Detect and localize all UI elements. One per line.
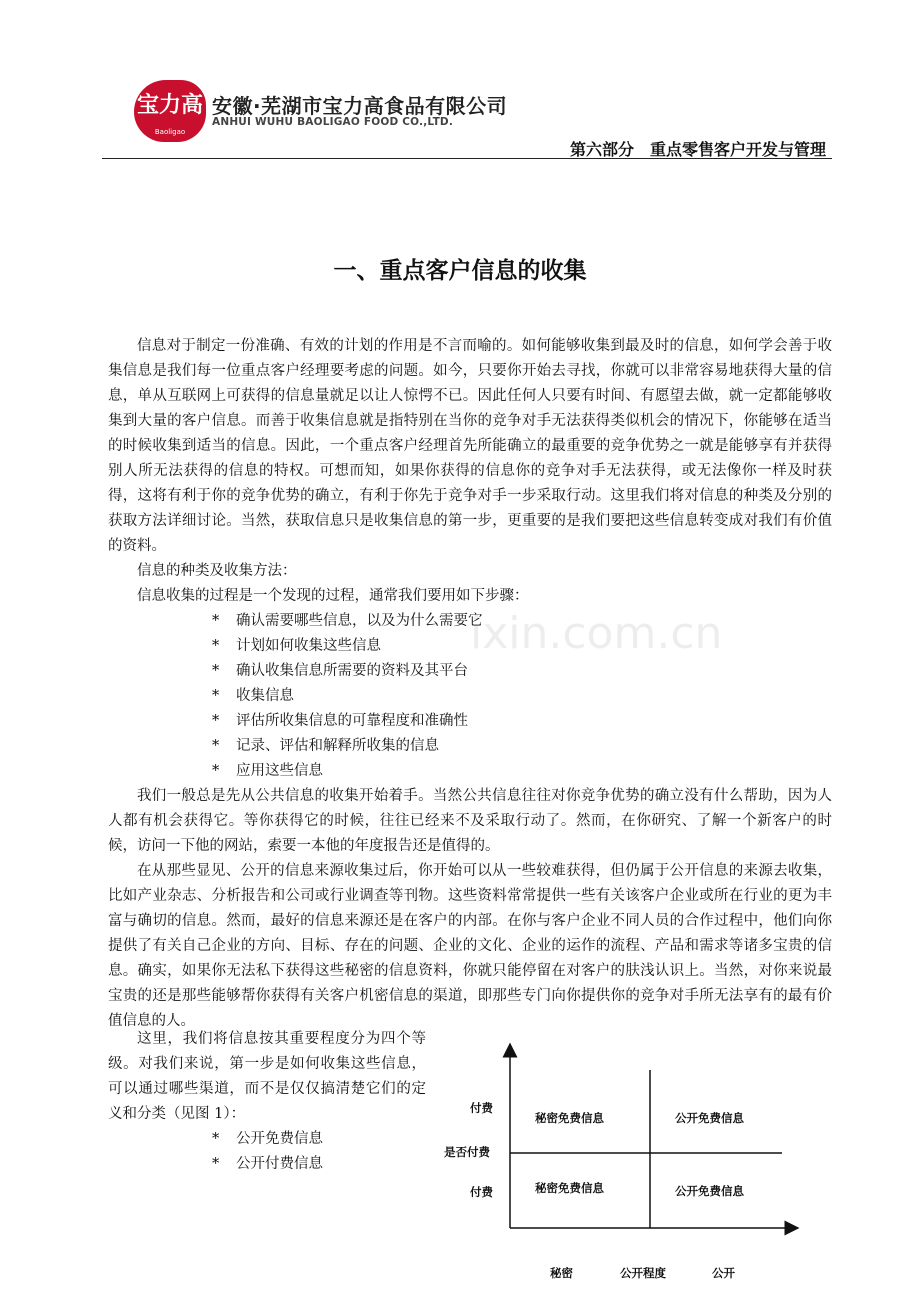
info-types-list [108, 1127, 426, 1177]
list-item: * 记录、评估和解释所收集的信息 [212, 734, 832, 759]
quadrant-bottom-right: 公开免费信息 [675, 1184, 744, 1198]
paragraph-levels: 这里，我们将信息按其重要程度分为四个等级。对我们来说，第一步是如何收集这些信息，可以通过哪些渠道，而不是仅仅搞清楚它们的定义和分类（见图 1）： [108, 1031, 426, 1122]
info-levels-text [108, 1027, 426, 1177]
bullet-star: * [212, 1131, 220, 1147]
y-label-top: 付费 [470, 1101, 493, 1115]
list-item: * 计划如何收集这些信息 [212, 634, 832, 659]
document-body [108, 334, 832, 1034]
bullet-star: * [212, 613, 220, 629]
company-logo [134, 76, 508, 146]
list-item: * 确认需要哪些信息，以及为什么需要它 [212, 609, 832, 634]
list-item: * 评估所收集信息的可靠程度和准确性 [212, 709, 832, 734]
bullet-star: * [212, 763, 220, 779]
list-item: * 应用这些信息 [212, 759, 832, 784]
bullet-star: * [212, 688, 220, 704]
paragraph-steps-intro: 信息收集的过程是一个发现的过程，通常我们要用如下步骤： [137, 588, 529, 604]
paragraph-types-heading: 信息的种类及收集方法： [137, 563, 297, 579]
bullet-star: * [212, 738, 220, 754]
logo-badge-sub: Baoligao [154, 128, 186, 136]
bullet-star: * [212, 713, 220, 729]
quadrant-top-left: 秘密免费信息 [535, 1111, 604, 1125]
paragraph-intro: 信息对于制定一份准确、有效的计划的作用是不言而喻的。如何能够收集到最及时的信息，如何学会善于收集信息是我们每一位重点客户经理要考虑的问题。如今，只要你开始去寻找，你就可以非常容易地获得大量的信息，单从互联网上可获得的信息量就足以让人惊愕不已。因此任何人只要有时间、有愿望去做，就一定都能够收集到大量的客户信息。而善于收集信息就是指特别在当你的竞争对手无法获得类似机会的情况下，你能够在适当的时候收集到适当的信息。因此，一个重点客户经理首先所能确立的最重要的竞争优势之一就是能够享有并获得别人所无法获得的信息的特权。可想而知，如果你获得的信息你的竞争对手无法获得，或无法像你一样及时获得，这将有利于你的竞争优势的确立，有利于你先于竞争对手一步采取行动。这里我们将对信息的种类及分别的获取方法详细讨论。当然，获取信息只是收集信息的第一步，更重要的是我们要把这些信息转变成对我们有价值的资料。 [108, 338, 832, 554]
x-label-left: 秘密 [550, 1266, 573, 1280]
y-label-bottom: 付费 [470, 1185, 493, 1199]
list-item: * 公开免费信息 [212, 1127, 426, 1152]
x-label-right: 公开 [712, 1266, 735, 1280]
paragraph-public-info: 我们一般总是先从公共信息的收集开始着手。当然公共信息往往对你竞争优势的确立没有什么帮助，因为人人都有机会获得它。等你获得它的时候，往往已经来不及采取行动了。然而，在你研究、了解一个新客户的时候，访问一下他的网站，索要一本他的年度报告还是值得的。 [108, 788, 832, 854]
company-name-cn: 安徽·芜湖市宝力高食品有限公司 [212, 94, 508, 118]
list-item: * 公开付费信息 [212, 1152, 426, 1177]
list-item: * 收集信息 [212, 684, 832, 709]
quadrant-bottom-left: 秘密免费信息 [535, 1181, 604, 1195]
quadrant-top-right: 公开免费信息 [675, 1111, 744, 1125]
bullet-star: * [212, 1156, 220, 1172]
logo-badge [134, 80, 206, 142]
watermark: ixin.com.cn [470, 608, 723, 659]
list-item: * 确认收集信息所需要的资料及其平台 [212, 659, 832, 684]
x-label-mid: 公开程度 [620, 1266, 666, 1280]
section-title: 一、重点客户信息的收集 [333, 258, 587, 284]
bullet-star: * [212, 638, 220, 654]
bullet-star: * [212, 663, 220, 679]
company-name-en: ANHUI WUHU BAOLIGAO FOOD CO.,LTD. [212, 116, 454, 128]
info-matrix-diagram [440, 1042, 800, 1292]
steps-list [108, 609, 832, 784]
header-title: 第六部分 重点零售客户开发与管理 [569, 140, 826, 159]
y-label-mid: 是否付费 [444, 1145, 490, 1159]
logo-badge-text: 宝力高 [136, 93, 203, 118]
paragraph-sources: 在从那些显见、公开的信息来源收集过后，你开始可以从一些较难获得，但仍属于公开信息的来源去收集，比如产业杂志、分析报告和公司或行业调查等刊物。这些资料常常提供一些有关该客户企业或所在行业的更为丰富与确切的信息。然而，最好的信息来源还是在客户的内部。在你与客户企业不同人员的合作过程中，他们向你提供了有关自己企业的方向、目标、存在的问题、企业的文化、企业的运作的流程、产品和需求等诸多宝贵的信息。确实，如果你无法私下获得这些秘密的信息资料，你就只能停留在对客户的肤浅认识上。当然，对你来说最宝贵的还是那些能够帮你获得有关客户机密信息的渠道，即那些专门向你提供你的竞争对手所无法享有的最有价值信息的人。 [108, 863, 832, 1029]
header-divider [102, 158, 832, 159]
matrix-axes [440, 1042, 800, 1292]
